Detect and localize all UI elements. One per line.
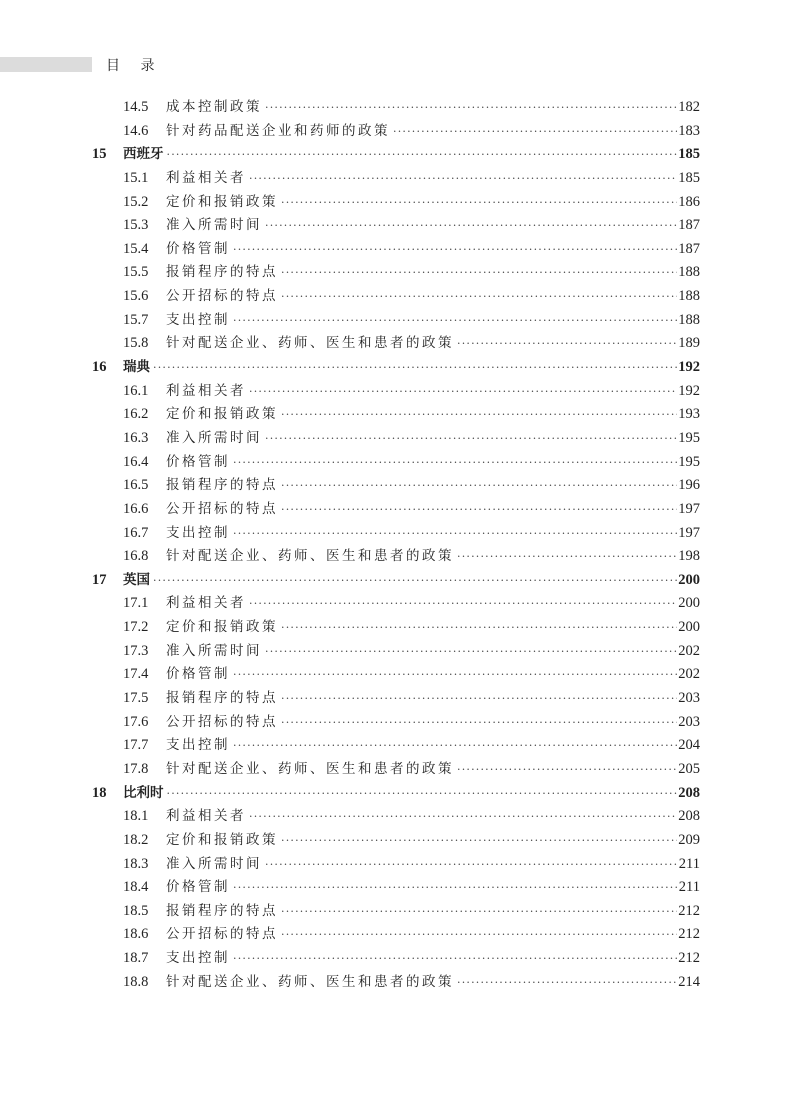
entry-number: 15.5 <box>123 264 149 281</box>
entry-page-number: 212 <box>678 902 700 919</box>
entry-number: 16.4 <box>123 453 149 470</box>
entry-number: 17 <box>92 571 107 588</box>
entry-title: 定价和报销政策 <box>166 406 278 423</box>
entry-title: 报销程序的特点 <box>166 264 278 281</box>
entry-number: 15 <box>92 146 107 163</box>
entry-page-number: 200 <box>678 571 700 588</box>
entry-number: 15.7 <box>123 311 149 328</box>
toc-section-entry[interactable] <box>92 522 700 546</box>
dot-leader <box>281 261 677 285</box>
entry-page-number: 203 <box>678 690 700 707</box>
toc-section-entry[interactable] <box>92 711 700 735</box>
toc-section-entry[interactable] <box>92 403 700 427</box>
toc-section-entry[interactable] <box>92 640 700 664</box>
dot-leader <box>233 309 677 333</box>
toc-section-entry[interactable] <box>92 545 700 569</box>
entry-title: 支出控制 <box>166 737 230 754</box>
dot-leader <box>265 214 677 238</box>
entry-number: 14.5 <box>123 99 149 115</box>
toc-section-entry[interactable] <box>92 498 700 522</box>
entry-number: 17.5 <box>123 690 149 707</box>
entry-title: 针对配送企业、药师、医生和患者的政策 <box>166 335 454 352</box>
entry-page-number: 205 <box>678 760 700 777</box>
entry-page-number: 198 <box>678 548 700 565</box>
entry-page-number: 195 <box>678 429 700 446</box>
toc-section-entry[interactable] <box>92 853 700 877</box>
toc-section-entry[interactable] <box>92 285 700 309</box>
toc-section-entry[interactable] <box>92 451 700 475</box>
entry-page-number: 203 <box>678 713 700 730</box>
entry-title: 针对配送企业、药师、医生和患者的政策 <box>166 548 454 565</box>
dot-leader <box>153 569 677 593</box>
dot-leader <box>233 522 677 546</box>
dot-leader <box>457 545 677 569</box>
toc-section-entry[interactable] <box>92 734 700 758</box>
entry-page-number: 211 <box>678 879 700 896</box>
entry-number: 15.3 <box>123 217 149 234</box>
entry-title: 准入所需时间 <box>166 217 262 234</box>
toc-section-entry[interactable] <box>92 380 700 404</box>
entry-title: 支出控制 <box>166 524 230 541</box>
toc-section-entry[interactable] <box>92 900 700 924</box>
dot-leader <box>233 238 677 262</box>
entry-number: 18.6 <box>123 926 149 943</box>
entry-title: 报销程序的特点 <box>166 902 278 919</box>
dot-leader <box>281 829 677 853</box>
toc-section-entry[interactable] <box>92 687 700 711</box>
dot-leader <box>457 971 677 995</box>
entry-page-number: 186 <box>678 193 700 210</box>
entry-page-number: 212 <box>678 926 700 943</box>
toc-section-entry[interactable] <box>92 663 700 687</box>
entry-page-number: 187 <box>678 217 700 234</box>
dot-leader <box>281 687 677 711</box>
entry-title: 价格管制 <box>166 666 230 683</box>
dot-leader <box>167 143 678 167</box>
toc-section-entry[interactable] <box>92 261 700 285</box>
entry-page-number: 202 <box>678 642 700 659</box>
entry-number: 17.3 <box>123 642 149 659</box>
dot-leader <box>457 332 677 356</box>
toc-section-entry[interactable] <box>92 167 700 191</box>
toc-section-entry[interactable] <box>92 616 700 640</box>
entry-page-number: 185 <box>678 146 700 163</box>
dot-leader <box>457 758 677 782</box>
entry-title: 报销程序的特点 <box>166 690 278 707</box>
entry-number: 15.4 <box>123 240 149 257</box>
dot-leader <box>281 498 677 522</box>
toc-section-entry[interactable] <box>92 238 700 262</box>
dot-leader <box>249 592 677 616</box>
dot-leader <box>281 191 677 215</box>
entry-page-number: 212 <box>678 950 700 967</box>
dot-leader <box>281 474 677 498</box>
dot-leader <box>233 947 677 971</box>
entry-page-number: 182 <box>678 99 700 115</box>
entry-page-number: 209 <box>678 831 700 848</box>
entry-title: 准入所需时间 <box>166 429 262 446</box>
entry-page-number: 211 <box>678 855 700 872</box>
dot-leader <box>233 734 677 758</box>
entry-page-number: 214 <box>678 973 700 990</box>
dot-leader <box>281 403 677 427</box>
running-header-title: 目 录 <box>106 58 163 74</box>
dot-leader <box>281 923 677 947</box>
dot-leader <box>167 782 678 806</box>
entry-number: 17.8 <box>123 760 149 777</box>
toc-section-entry[interactable] <box>92 191 700 215</box>
entry-title: 针对配送企业、药师、医生和患者的政策 <box>166 973 454 990</box>
entry-title: 瑞典 <box>123 359 150 376</box>
dot-leader <box>281 900 677 924</box>
entry-number: 16 <box>92 359 107 376</box>
header-bar <box>0 57 92 72</box>
entry-page-number: 200 <box>678 595 700 612</box>
entry-number: 16.6 <box>123 500 149 517</box>
dot-leader <box>281 616 677 640</box>
entry-title: 定价和报销政策 <box>166 619 278 636</box>
dot-leader <box>233 663 677 687</box>
entry-title: 利益相关者 <box>166 808 246 825</box>
entry-number: 17.1 <box>123 595 149 612</box>
entry-title: 西班牙 <box>123 146 164 163</box>
entry-number: 15.1 <box>123 169 149 186</box>
entry-page-number: 188 <box>678 264 700 281</box>
entry-title: 英国 <box>123 571 150 588</box>
entry-number: 18.8 <box>123 973 149 990</box>
entry-number: 17.6 <box>123 713 149 730</box>
toc-section-entry[interactable] <box>92 829 700 853</box>
toc-section-entry[interactable] <box>92 332 700 356</box>
entry-page-number: 188 <box>678 288 700 305</box>
toc-section-entry[interactable] <box>92 805 700 829</box>
entry-title: 公开招标的特点 <box>166 926 278 943</box>
entry-page-number: 197 <box>678 500 700 517</box>
toc-section-entry[interactable] <box>92 758 700 782</box>
entry-page-number: 208 <box>678 784 700 801</box>
toc-section-entry[interactable] <box>92 592 700 616</box>
toc-chapter-entry[interactable] <box>92 782 700 806</box>
entry-number: 16.1 <box>123 382 149 399</box>
entry-title: 价格管制 <box>166 879 230 896</box>
dot-leader <box>265 96 677 120</box>
entry-title: 准入所需时间 <box>166 855 262 872</box>
entry-number: 16.8 <box>123 548 149 565</box>
dot-leader <box>249 805 677 829</box>
entry-page-number: 195 <box>678 453 700 470</box>
toc-section-entry[interactable] <box>92 474 700 498</box>
toc-section-entry[interactable] <box>92 876 700 900</box>
entry-number: 16.7 <box>123 524 149 541</box>
entry-number: 15.8 <box>123 335 149 352</box>
entry-number: 16.5 <box>123 477 149 494</box>
toc-chapter-entry[interactable] <box>92 143 700 167</box>
entry-title: 价格管制 <box>166 240 230 257</box>
entry-title: 支出控制 <box>166 950 230 967</box>
dot-leader <box>233 876 678 900</box>
entry-number: 18.7 <box>123 950 149 967</box>
entry-title: 利益相关者 <box>166 382 246 399</box>
toc-section-entry[interactable] <box>92 120 700 144</box>
entry-number: 17.7 <box>123 737 149 754</box>
entry-page-number: 196 <box>678 477 700 494</box>
entry-number: 18.4 <box>123 879 149 896</box>
entry-title: 针对配送企业、药师、医生和患者的政策 <box>166 760 454 777</box>
entry-title: 准入所需时间 <box>166 642 262 659</box>
toc-chapter-entry[interactable] <box>92 356 700 380</box>
entry-number: 18.1 <box>123 808 149 825</box>
entry-number: 14.6 <box>123 122 149 139</box>
entry-page-number: 188 <box>678 311 700 328</box>
entry-title: 公开招标的特点 <box>166 713 278 730</box>
entry-title: 公开招标的特点 <box>166 288 278 305</box>
toc-chapter-entry[interactable] <box>92 569 700 593</box>
entry-number: 17.2 <box>123 619 149 636</box>
entry-page-number: 183 <box>678 122 700 139</box>
entry-page-number: 202 <box>678 666 700 683</box>
entry-title: 支出控制 <box>166 311 230 328</box>
entry-number: 16.3 <box>123 429 149 446</box>
entry-page-number: 185 <box>678 169 700 186</box>
entry-page-number: 192 <box>678 382 700 399</box>
entry-page-number: 189 <box>678 335 700 352</box>
entry-number: 18 <box>92 784 107 801</box>
entry-title: 成本控制政策 <box>166 99 262 115</box>
toc-section-entry[interactable] <box>92 214 700 238</box>
entry-page-number: 187 <box>678 240 700 257</box>
entry-number: 17.4 <box>123 666 149 683</box>
entry-number: 18.2 <box>123 831 149 848</box>
entry-title: 定价和报销政策 <box>166 831 278 848</box>
entry-title: 报销程序的特点 <box>166 477 278 494</box>
toc-section-entry[interactable] <box>92 923 700 947</box>
entry-page-number: 208 <box>678 808 700 825</box>
dot-leader <box>153 356 677 380</box>
dot-leader <box>233 451 677 475</box>
entry-number: 18.5 <box>123 902 149 919</box>
entry-page-number: 193 <box>678 406 700 423</box>
dot-leader <box>393 120 677 144</box>
dot-leader <box>281 711 677 735</box>
dot-leader <box>265 427 677 451</box>
toc-section-entry[interactable] <box>92 427 700 451</box>
dot-leader <box>249 380 677 404</box>
entry-title: 价格管制 <box>166 453 230 470</box>
entry-title: 利益相关者 <box>166 169 246 186</box>
entry-title: 公开招标的特点 <box>166 500 278 517</box>
entry-number: 18.3 <box>123 855 149 872</box>
toc-section-entry[interactable] <box>92 971 700 995</box>
entry-number: 16.2 <box>123 406 149 423</box>
dot-leader <box>265 853 678 877</box>
toc-section-entry[interactable] <box>92 309 700 333</box>
entry-page-number: 204 <box>678 737 700 754</box>
entry-title: 比利时 <box>123 784 164 801</box>
toc-section-entry[interactable] <box>92 947 700 971</box>
entry-page-number: 197 <box>678 524 700 541</box>
toc-section-entry[interactable] <box>92 96 700 120</box>
table-of-contents <box>92 96 700 994</box>
dot-leader <box>265 640 677 664</box>
entry-page-number: 200 <box>678 619 700 636</box>
entry-title: 利益相关者 <box>166 595 246 612</box>
entry-number: 15.6 <box>123 288 149 305</box>
entry-title: 针对药品配送企业和药师的政策 <box>166 122 390 139</box>
entry-title: 定价和报销政策 <box>166 193 278 210</box>
entry-page-number: 192 <box>678 359 700 376</box>
dot-leader <box>249 167 677 191</box>
entry-number: 15.2 <box>123 193 149 210</box>
dot-leader <box>281 285 677 309</box>
